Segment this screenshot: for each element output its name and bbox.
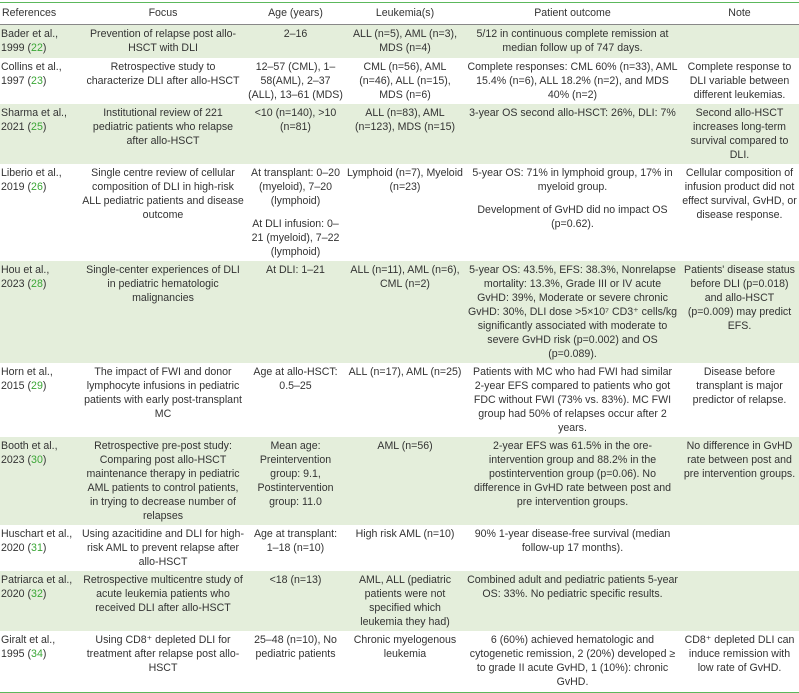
outcome-text: Development of GvHD did no impact OS (p=0.62). (477, 203, 668, 230)
leukemia-text: AML, ALL (pediatric patients were not specified which leukemia they had) (358, 573, 452, 628)
outcome-cell (465, 571, 680, 631)
focus-text: Single-center experiences of DLI in pediatric hematologic malignancies (86, 263, 240, 304)
note-text: Second allo-HSCT increases long-term survival compared to DLI. (690, 106, 789, 161)
outcome-text: Combined adult and pediatric patients 5-year OS: 33%. No pediatric specific results. (467, 573, 678, 600)
outcome-text: 5-year OS: 71% in lymphoid group, 17% in myeloid group. (472, 166, 673, 193)
reference-link[interactable]: 30 (31, 453, 43, 466)
focus-cell (80, 58, 246, 104)
note-cell (680, 363, 799, 437)
age-cell (246, 261, 345, 363)
age-text: At DLI: 1–21 (266, 263, 325, 276)
reference-year: 2020 ( (1, 541, 32, 554)
note-cell (680, 437, 799, 525)
reference-cell: Horn et al., 2015 (29) (1, 365, 53, 392)
table-row (0, 437, 799, 525)
age-text: At DLI infusion: 0–21 (myeloid), 7–22 (lymphoid) (251, 217, 340, 258)
outcome-text: 90% 1-year disease-free survival (median follow-up 17 months). (474, 527, 671, 554)
age-cell (246, 631, 345, 693)
reference-link[interactable]: 29 (31, 379, 43, 392)
reference-link[interactable]: 31 (31, 541, 43, 554)
reference-year: 2015 ( (1, 379, 32, 392)
table-row (0, 631, 799, 693)
leukemia-text: Lymphoid (n=7), Myeloid (n=23) (347, 166, 463, 193)
reference-cell: Booth et al., 2023 (30) (0, 437, 80, 525)
focus-text: Single centre review of cellular composition of DLI in high-risk ALL pediatric patients and disease outcome (82, 166, 244, 221)
note-cell (680, 164, 799, 261)
header-outcome: Patient outcome (465, 3, 680, 25)
reference-link[interactable]: 25 (31, 120, 43, 133)
age-text: At transplant: 0–20 (myeloid), 7–20 (lymphoid) (251, 166, 340, 207)
leukemia-cell (345, 104, 465, 164)
age-text: 12–57 (CML), 1–58(AML), 2–37 (ALL), 13–61 (MDS) (248, 60, 343, 101)
focus-text: Retrospective pre-post study: Comparing post allo-HSCT maintenance therapy in pediatric AML patients to control patients, in trying to decrease number of relapses (86, 439, 240, 522)
note-text: CD8⁺ depleted DLI can induce remission with low rate of GvHD. (684, 633, 795, 674)
outcome-text: 2-year EFS was 61.5% in the ore-intervention group and 88.2% in the postintervention group (p=0.06). No difference in GvHD rate between post and pre intervention groups. (473, 439, 672, 508)
note-cell (680, 631, 799, 693)
leukemia-text: ALL (n=17), AML (n=25) (348, 365, 462, 378)
outcome-cell (465, 363, 680, 437)
leukemia-text: High risk AML (n=10) (355, 527, 455, 540)
reference-author: Horn et al., (1, 365, 53, 378)
leukemia-cell (345, 261, 465, 363)
age-text: <18 (n=13) (269, 573, 322, 586)
reference-year: 2019 ( (1, 180, 32, 193)
leukemia-text: CML (n=56), AML (n=46), ALL (n=15), MDS (n=6) (359, 60, 451, 101)
header-leukemia: Leukemia(s) (345, 3, 465, 25)
reference-year: 1995 ( (1, 647, 32, 660)
focus-text: Retrospective study to characterize DLI after allo-HSCT (86, 60, 240, 87)
table-row (0, 164, 799, 261)
leukemia-text: ALL (n=5), AML (n=3), MDS (n=4) (352, 28, 458, 54)
reference-author: Huschart et al., (1, 527, 73, 540)
note-cell (680, 261, 799, 363)
reference-link[interactable]: 34 (31, 647, 43, 660)
reference-link[interactable]: 23 (31, 74, 43, 87)
note-text: Disease before transplant is major predictor of relapse. (692, 365, 787, 406)
outcome-cell (465, 164, 680, 261)
age-cell (246, 525, 345, 571)
reference-author: Hou et al., (1, 263, 50, 276)
table-header-row (0, 3, 799, 25)
note-cell (680, 58, 799, 104)
age-cell (246, 104, 345, 164)
reference-cell: Bader et al., 1999 (22) (0, 25, 80, 58)
reference-year: 1999 ( (1, 42, 32, 54)
focus-text: Institutional review of 221 pediatric patients who relapse after allo-HSCT (92, 106, 234, 147)
age-cell (246, 164, 345, 261)
reference-author: Liberio et al., (1, 166, 62, 179)
outcome-cell (465, 261, 680, 363)
leukemia-text: ALL (n=83), AML (n=123), MDS (n=15) (354, 106, 456, 133)
note-text: Complete response to DLI variable between different leukemias. (687, 60, 792, 101)
outcome-cell (465, 525, 680, 571)
reference-year: 2020 ( (1, 587, 32, 600)
outcome-text: Patients with MC who had FWI had similar 2-year EFS compared to patients who got FDC without FWI (73% vs. 83%). MC FWI group had 50% of relapses occur after 2 years. (473, 365, 672, 434)
age-text: Age at allo-HSCT: 0.5–25 (253, 365, 338, 392)
header-focus: Focus (80, 3, 246, 25)
reference-link[interactable]: 28 (31, 277, 43, 290)
focus-cell (80, 104, 246, 164)
note-text: Patients' disease status before DLI (p=0.018) and allo-HSCT (p=0.009) may predict EFS. (684, 263, 795, 332)
outcome-text: Complete responses: CML 60% (n=33), AML 15.4% (n=6), ALL 18.2% (n=2), and MDS 40% (n=2) (467, 60, 678, 101)
reference-link[interactable]: 32 (31, 587, 43, 600)
reference-cell: Hou et al., 2023 (28) (0, 261, 80, 363)
reference-author: Sharma et al., (1, 106, 67, 119)
leukemia-text: AML (n=56) (377, 439, 433, 452)
note-cell (680, 104, 799, 164)
reference-year: 2021 ( (1, 120, 32, 133)
reference-link[interactable]: 26 (31, 180, 43, 193)
reference-cell: Collins et al., 1997 (23) (1, 60, 62, 87)
focus-cell (80, 261, 246, 363)
outcome-cell (465, 104, 680, 164)
focus-cell (80, 25, 246, 58)
reference-cell: Patriarca et al., 2020 (32) (0, 571, 80, 631)
leukemia-cell (345, 363, 465, 437)
leukemia-cell (345, 437, 465, 525)
focus-text: The impact of FWI and donor lymphocyte infusions in pediatric patients with early post-transplant MC (84, 365, 242, 420)
outcome-text: 5/12 in continuous complete remission at median follow up of 747 days. (476, 28, 669, 54)
reference-cell: Sharma et al., 2021 (25) (0, 104, 80, 164)
focus-text: Using azacitidine and DLI for high-risk AML to prevent relapse after allo-HSCT (82, 527, 244, 568)
age-cell (246, 363, 345, 437)
age-text: Mean age: Preintervention group: 9.1, Postintervention group: 11.0 (257, 439, 334, 508)
outcome-text: 6 (60%) achieved hematologic and cytogenetic remission, 2 (20%) developed ≥ to grade II acute GvHD, 1 (10%): chronic GvHD. (469, 633, 676, 688)
focus-cell (80, 631, 246, 693)
note-cell (680, 525, 799, 571)
reference-author: Collins et al., (1, 60, 62, 73)
outcome-cell (465, 58, 680, 104)
leukemia-cell (345, 164, 465, 261)
leukemia-cell (345, 571, 465, 631)
age-cell (246, 58, 345, 104)
focus-cell (80, 437, 246, 525)
leukemia-text: Chronic myelogenous leukemia (353, 633, 457, 660)
note-text: No difference in GvHD rate between post and pre intervention groups. (683, 439, 796, 480)
header-note: Note (680, 3, 799, 25)
focus-cell (80, 164, 246, 261)
leukemia-cell (345, 58, 465, 104)
age-cell (246, 437, 345, 525)
reference-year: 2023 ( (1, 453, 32, 466)
age-text: <10 (n=140), >10 (n=81) (254, 106, 337, 133)
reference-author: Booth et al., (1, 439, 58, 452)
table-row (0, 363, 799, 437)
reference-author: Giralt et al., (1, 633, 56, 646)
age-cell (246, 571, 345, 631)
table-row (0, 104, 799, 164)
leukemia-cell (345, 525, 465, 571)
focus-text: Using CD8⁺ depleted DLI for treatment after relapse post allo-HSCT (86, 633, 240, 674)
focus-text: Retrospective multicentre study of acute leukemia patients who received DLI after allo-HSCT (83, 573, 243, 614)
dli-studies-table (0, 2, 799, 693)
leukemia-text: ALL (n=11), AML (n=6), CML (n=2) (350, 263, 460, 290)
table-row (0, 571, 799, 631)
outcome-cell (465, 631, 680, 693)
reference-year: 2023 ( (1, 277, 32, 290)
header-age: Age (years) (246, 3, 345, 25)
table-body (0, 25, 799, 693)
reference-author: Patriarca et al., (1, 573, 73, 586)
reference-cell: Giralt et al., 1995 (34) (1, 633, 56, 660)
table-row (0, 58, 799, 104)
table-row (0, 525, 799, 571)
focus-cell (80, 363, 246, 437)
table-row (0, 261, 799, 363)
focus-cell (80, 571, 246, 631)
leukemia-cell (345, 631, 465, 693)
note-cell (680, 25, 799, 58)
outcome-text: 5-year OS: 43.5%, EFS: 38.3%, Nonrelapse mortality: 13.3%, Grade III or IV acute GvHD: 39%, Moderate or severe chronic GvHD: 30%, DLI dose >5×10⁷ CD3⁺ cells/kg significantly associated with moderate to severe GvHD risk (p=0.002) and OS (p=0.089). (467, 263, 678, 360)
reference-cell: Liberio et al., 2019 (26) (1, 166, 62, 193)
leukemia-cell (345, 25, 465, 58)
reference-cell: Huschart et al., 2020 (31) (1, 527, 73, 554)
reference-link[interactable]: 22 (31, 42, 43, 54)
table-row (0, 25, 799, 58)
reference-author: Bader et al., (1, 28, 59, 40)
outcome-cell (465, 437, 680, 525)
note-cell (680, 571, 799, 631)
reference-year: 1997 ( (1, 74, 32, 87)
header-references: References (0, 3, 80, 25)
focus-text: Prevention of relapse post allo-HSCT with DLI (89, 28, 237, 54)
age-text: 2–16 (283, 28, 308, 40)
age-text: Age at transplant: 1–18 (n=10) (253, 527, 338, 554)
focus-cell (80, 525, 246, 571)
note-text: Cellular composition of infusion product did not effect survival, GvHD, or disease response. (682, 166, 797, 221)
age-text: 25–48 (n=10), No pediatric patients (254, 633, 337, 660)
outcome-cell (465, 25, 680, 58)
outcome-text: 3-year OS second allo-HSCT: 26%, DLI: 7% (469, 106, 676, 119)
age-cell (246, 25, 345, 58)
